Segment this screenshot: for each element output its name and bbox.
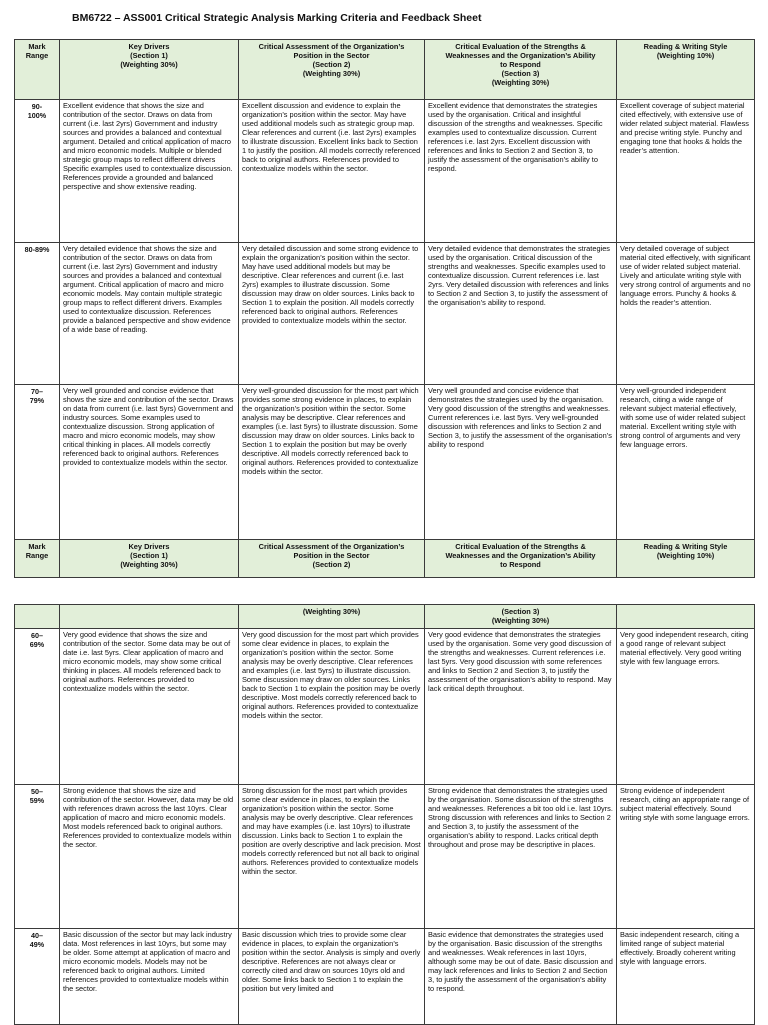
reading-writing-cell: Very well-grounded independent research, citing a wide range of relevant subject material effectively, with some use of wider related subject material. Excellent writing style with strong control of arguments and very few language errors.: [617, 385, 755, 540]
key-drivers-cell: Strong evidence that shows the size and contribution of the sector. However, data may be old with references drawn across the last 10yrs. Clear application of macro and micro economic models. Most models referenced back to original authors. References provided to contextualize models within the sector.: [60, 785, 239, 929]
header-critical-evaluation: Critical Evaluation of the Strengths & Weaknesses and the Organization’s Ability to Respond: [425, 540, 617, 578]
marking-criteria-table: [14, 39, 755, 578]
table-row: [15, 629, 755, 785]
header-reading-writing: Reading & Writing Style (Weighting 10%): [617, 40, 755, 100]
critical-assessment-cell: Strong discussion for the most part which provides some clear evidence in places, to explain the organization’s position within the sector. Some analysis may be overly descriptive. Clear references and may have examples (i.e. last 10yrs) to illustrate discussion. Links back to Section 1 to explain the position are overly descriptive and lack precision. Most models correctly referenced but not all back to original authors. References provided to contextualize models within the sector.: [239, 785, 425, 929]
critical-evaluation-cell: Very detailed evidence that demonstrates the strategies used by the organisation. Critical discussion of the strengths and weaknesses. Specific examples used to contextualize discussion. Current references i.e. last 2yrs. Very detailed discussion with references and links to Section 2 and Section 3, to justify the assessment of the organisation’s ability to respond.: [425, 243, 617, 385]
key-drivers-cell: Very good evidence that shows the size and contribution of the sector. Some data may be out of date i.e. last 5yrs. Clear application of macro and micro economic models, may show some critical thinking in places. All models referenced back to original authors. References provided to contextualize models within the sector.: [60, 629, 239, 785]
header-critical-evaluation: Critical Evaluation of the Strengths & Weaknesses and the Organization’s Ability to Respond (Section 3) (Weighting 30%): [425, 40, 617, 100]
header-key-drivers: Key Drivers (Section 1) (Weighting 30%): [60, 40, 239, 100]
header-mark-range: Mark Range: [15, 540, 60, 578]
table-header-row-repeat: [15, 540, 755, 578]
key-drivers-cell: Very well grounded and concise evidence that shows the size and contribution of the sector. Draws on data from current (i.e. last 5yrs) Government and industry sources. Some examples used to contextualize discussion. Strong application of macro and micro economic models, may show critical thinking in places. All models correctly referenced back to original authors. References provided to contextualize models within the sector.: [60, 385, 239, 540]
reading-writing-cell: Very good independent research, citing a good range of relevant subject material effectively. Very good writing style with few language errors.: [617, 629, 755, 785]
reading-writing-cell: Strong evidence of independent research, citing an appropriate range of subject material effectively. Sound writing style with some language errors.: [617, 785, 755, 929]
table-row: [15, 243, 755, 385]
table-row: [15, 100, 755, 243]
key-drivers-cell: Basic discussion of the sector but may lack industry data. Most references in last 10yrs, but some may be older. Some attempt at application of macro and micro economic models. Models may not be referenced back to original authors. Limited references provided to contextualize models within the sector.: [60, 929, 239, 1025]
table-row: [15, 385, 755, 540]
table-row: [15, 785, 755, 929]
header-key-drivers: Key Drivers (Section 1) (Weighting 30%): [60, 540, 239, 578]
critical-evaluation-cell: Very well grounded and concise evidence that demonstrates the strategies used by the organisation. Very good discussion of the strengths and weaknesses. Current references i.e. last 5yrs. Very well-grounded discussion with references and links to Section 2 and Section 3, to justify the assessment of the organisation’s ability to respond: [425, 385, 617, 540]
critical-assessment-cell: Very good discussion for the most part which provides some clear evidence in places, to explain the organization’s position within the sector. Some analysis may be overly descriptive. Clear references and examples (i.e. last 5yrs) to illustrate discussion. Some discussion may draw on older sources. Links back to Section 1 to explain the position may be overly descriptive. Most models correctly referenced back to original authors. References provided to contextualize models within the sector.: [239, 629, 425, 785]
critical-evaluation-cell: Basic evidence that demonstrates the strategies used by the organisation. Basic discussion of the strengths and weaknesses. Weak references in last 10yrs, although some may be out of date. Basic discussion and may lack references and links to Section 2 and Section 3, to justify the assessment of the organisation’s ability to respond.: [425, 929, 617, 1025]
header-mark-range: Mark Range: [15, 40, 60, 100]
critical-assessment-cell: Very detailed discussion and some strong evidence to explain the organization’s position within the sector. May have used additional models but may be descriptive. Clear references and current (i.e. last 2yrs) examples to illustrate discussion. Some discussion may draw on older sources. Links back to Section 1 to explain the position. All models correctly referenced back to original authors. References provided to contextualize models within the sector.: [239, 243, 425, 385]
reading-writing-cell: Basic independent research, citing a limited range of subject material effectively. Broadly coherent writing style with language errors.: [617, 929, 755, 1025]
table-header-row-continued: [15, 605, 755, 629]
mark-range-cell: 80-89%: [15, 243, 60, 385]
key-drivers-cell: Very detailed evidence that shows the size and contribution of the sector. Draws on data from current (i.e. last 2yrs) Government and industry sources and provides a balanced and contextual argument. Critical application of macro and micro economic models. May contain multiple strategic group maps to reflect different drivers. Examples used to contextualize discussion. References provide a balanced perspective and show evidence of a wide base of reading.: [60, 243, 239, 385]
header-critical-assessment: Critical Assessment of the Organization’s Position in the Sector (Section 2): [239, 540, 425, 578]
mark-range-cell: 70– 79%: [15, 385, 60, 540]
table-row: [15, 929, 755, 1025]
header-key-drivers: [60, 605, 239, 629]
header-critical-evaluation: (Section 3) (Weighting 30%): [425, 605, 617, 629]
critical-evaluation-cell: Excellent evidence that demonstrates the strategies used by the organisation. Critical and insightful discussion of the strengths and weaknesses. Specific examples used to contextualize discussion. Current references i.e. last 2yrs. Excellent discussion with references and links to Section 2 and Section 3, to justify the assessment of the organisation’s ability to respond.: [425, 100, 617, 243]
mark-range-cell: 50– 59%: [15, 785, 60, 929]
document-title: BM6722 – ASS001 Critical Strategic Analysis Marking Criteria and Feedback Sheet: [72, 12, 482, 24]
header-mark-range: [15, 605, 60, 629]
key-drivers-cell: Excellent evidence that shows the size and contribution of the sector. Draws on data from current (i.e. last 2yrs) Government and industry sources and provides a balanced and contextual argument. Detailed and critical application of macro and micro economic models. Multiple or blended strategic group maps to reflect different drivers Specific examples used to contextualize discussion. References provide a grounded and balanced perspective and show extensive reading.: [60, 100, 239, 243]
reading-writing-cell: Very detailed coverage of subject material cited effectively, with significant use of wider related subject material. Lively and articulate writing style with very strong control of arguments and no language errors. Punchy & hooks & holds the reader’s attention.: [617, 243, 755, 385]
table-header-row: [15, 40, 755, 100]
critical-evaluation-cell: Strong evidence that demonstrates the strategies used by the organisation. Some discussion of the strengths and weaknesses. References a bit too old i.e. last 10yrs. Strong discussion with references and links to Section 2 and Section 3, to justify the assessment of the organisation’s ability to respond. Lacks critical depth throughout and prose may be descriptive in places.: [425, 785, 617, 929]
critical-assessment-cell: Very well-grounded discussion for the most part which provides some strong evidence in places, to explain the organization’s position within the sector. Some analysis may be descriptive. Clear references and examples (i.e. last 5yrs) to illustrate discussion. Some discussion may draw on older sources. Links back to Section 1 to explain the position but may be overly descriptive. All models correctly referenced back to original authors. References provided to contextualize models within the sector.: [239, 385, 425, 540]
marking-criteria-table-continued: [14, 604, 755, 1025]
critical-assessment-cell: Excellent discussion and evidence to explain the organization’s position within the sector. May have used additional models such as strategic group map. Clear references and current (i.e. last 2yrs) examples to illustrate discussion. Excellent links back to Section 1 to justify the position. All models correctly referenced back to original authors. References provided to contextualize models within the sector.: [239, 100, 425, 243]
reading-writing-cell: Excellent coverage of subject material cited effectively, with extensive use of wider related subject material. Flawless and precise writing style. Punchy and engaging tone that hooks & holds the reader’s attention.: [617, 100, 755, 243]
mark-range-cell: 60– 69%: [15, 629, 60, 785]
mark-range-cell: 40– 49%: [15, 929, 60, 1025]
header-reading-writing: [617, 605, 755, 629]
header-critical-assessment: Critical Assessment of the Organization’s Position in the Sector (Section 2) (Weighting 30%): [239, 40, 425, 100]
critical-evaluation-cell: Very good evidence that demonstrates the strategies used by the organisation. Some very good discussion of the strengths and weaknesses. Current references i.e. last 5yrs. Very good discussion with some references and links to Section 2 and Section 3, to justify the assessment of the organisation’s ability to respond. May lack critical depth throughout.: [425, 629, 617, 785]
mark-range-cell: 90- 100%: [15, 100, 60, 243]
header-reading-writing: Reading & Writing Style (Weighting 10%): [617, 540, 755, 578]
header-critical-assessment: (Weighting 30%): [239, 605, 425, 629]
critical-assessment-cell: Basic discussion which tries to provide some clear evidence in places, to explain the organization’s position within the sector. Analysis is simply and overly descriptive. References are not always clear or correctly cited and draw on sources 10yrs old and older. Some links back to Section 1 to explain the position but very limited and: [239, 929, 425, 1025]
